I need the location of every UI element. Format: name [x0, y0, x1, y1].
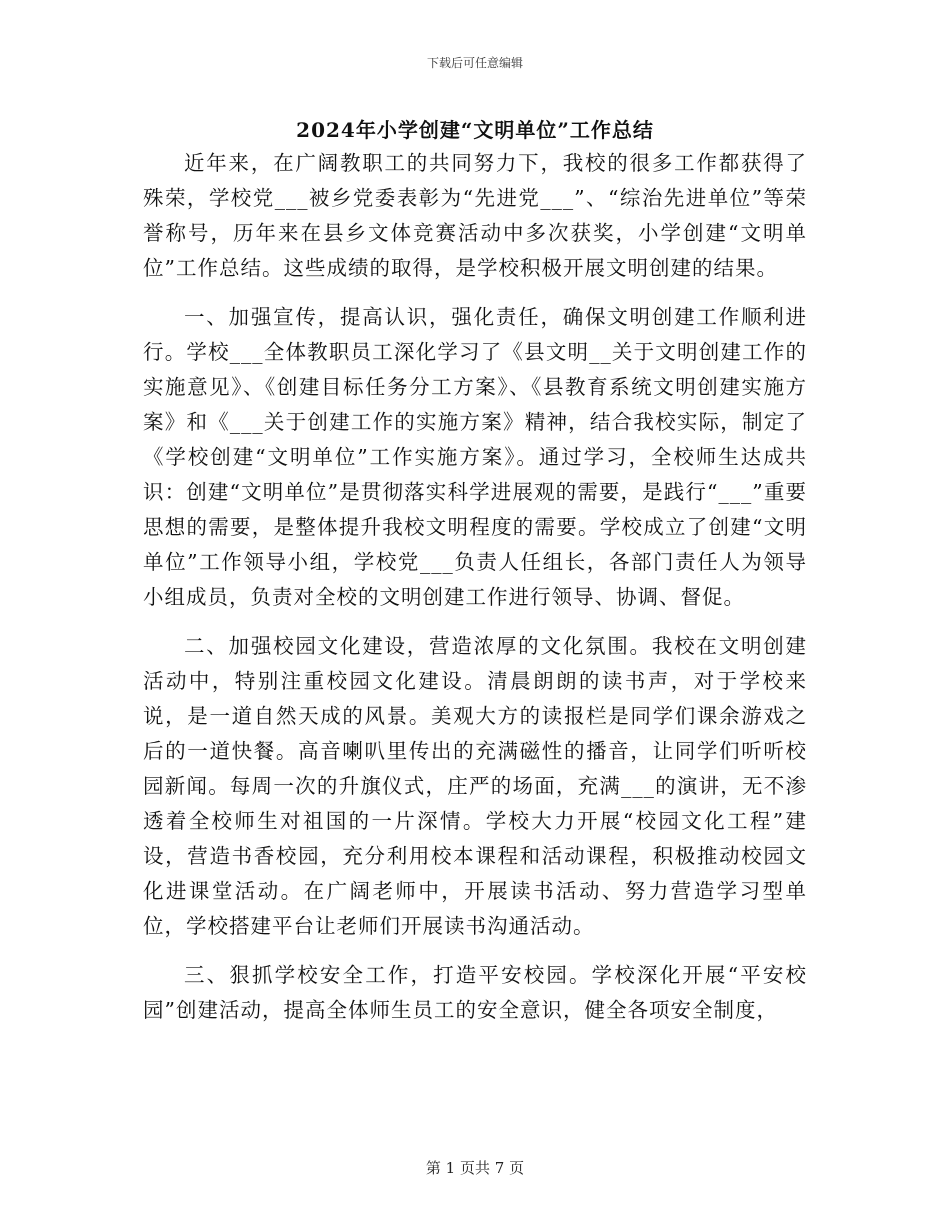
paragraph-section-2: 二、加强校园文化建设，营造浓厚的文化氛围。我校在文明创建活动中，特别注重校园文化建设。清晨朗朗的读书声，对于学校来说，是一道自然天成的风景。美观大方的读报栏是同学们课余游戏之后的一道快餐。高音喇叭里传出的充满磁性的播音，让同学们听听校园新闻。每周一次的升旗仪式，庄严的场面，充满___的演讲，无不渗透着全校师生对祖国的一片深情。学校大力开展“校园文化工程”建设，营造书香校园，充分利用校本课程和活动课程，积极推动校园文化进课堂活动。在广阔老师中，开展读书活动、努力营造学习型单位，学校搭建平台让老师们开展读书沟通活动。	[143, 634, 807, 938]
document-title: 2024年小学创建“文明单位”工作总结	[296, 118, 654, 142]
paragraph-section-1: 一、加强宣传，提高认识，强化责任，确保文明创建工作顺利进行。学校___全体教职员工深化学习了《县文明__关于文明创建工作的实施意见》、《创建目标任务分工方案》、《县教育系统文明创建实施方案》和《___关于创建工作的实施方案》精神，结合我校实际，制定了《学校创建“文明单位”工作实施方案》。通过学习，全校师生达成共识：创建“文明单位”是贯彻落实科学进展观的需要，是践行“___”重要思想的需要，是整体提升我校文明程度的需要。学校成立了创建“文明单位”工作领导小组，学校党___负责人任组长，各部门责任人为领导小组成员，负责对全校的文明创建工作进行领导、协调、督促。	[143, 305, 807, 609]
paragraph-intro: 近年来，在广阔教职工的共同努力下，我校的很多工作都获得了殊荣，学校党___被乡党委表彰为“先进党___”、“综治先进单位”等荣誉称号，历年来在县乡文体竞赛活动中多次获奖，小学创建“文明单位”工作总结。这些成绩的取得，是学校积极开展文明创建的结果。	[143, 151, 807, 280]
header-note: 下载后可任意编辑	[426, 56, 523, 70]
page-number-footer: 第 1 页共 7 页	[425, 1159, 525, 1177]
paragraph-section-3: 三、狠抓学校安全工作，打造平安校园。学校深化开展“平安校园”创建活动，提高全体师生员工的安全意识，健全各项安全制度，	[143, 963, 807, 1022]
document-body	[143, 146, 807, 1042]
